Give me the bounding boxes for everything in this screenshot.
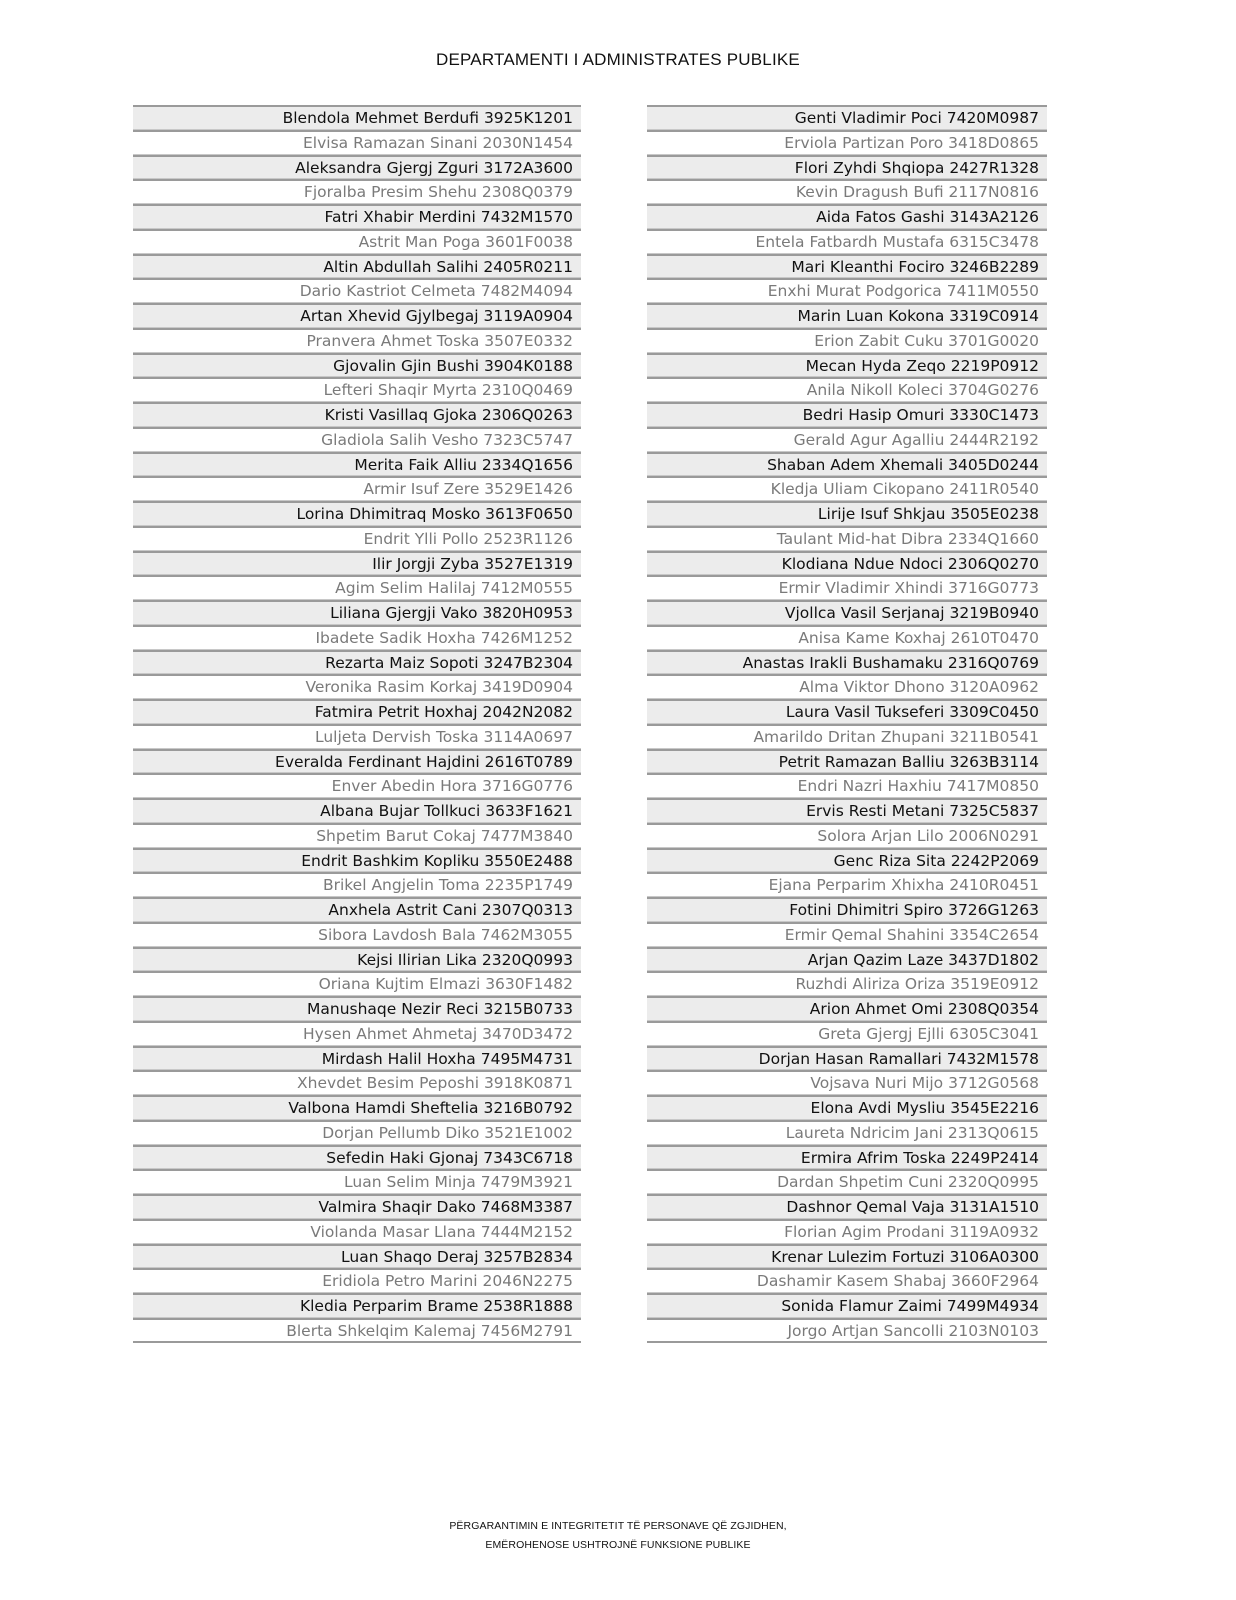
name-row: Fatmira Petrit Hoxhaj 2042N2082: [133, 699, 581, 724]
name-row: Arion Ahmet Omi 2308Q0354: [647, 996, 1047, 1021]
name-row: Manushaqe Nezir Reci 3215B0733: [133, 996, 581, 1021]
name-row: Genti Vladimir Poci 7420M0987: [647, 105, 1047, 130]
name-row: Blendola Mehmet Berdufi 3925K1201: [133, 105, 581, 130]
name-row: Sonida Flamur Zaimi 7499M4934: [647, 1293, 1047, 1318]
name-row: Aleksandra Gjergj Zguri 3172A3600: [133, 155, 581, 180]
name-row: Laureta Ndricim Jani 2313Q0615: [647, 1120, 1047, 1145]
name-row: Genc Riza Sita 2242P2069: [647, 848, 1047, 873]
name-row: Fjoralba Presim Shehu 2308Q0379: [133, 179, 581, 204]
name-row: Dorjan Hasan Ramallari 7432M1578: [647, 1046, 1047, 1071]
name-row: Ermir Qemal Shahini 3354C2654: [647, 922, 1047, 947]
name-row: Blerta Shkelqim Kalemaj 7456M2791: [133, 1318, 581, 1343]
name-row: Sibora Lavdosh Bala 7462M3055: [133, 922, 581, 947]
name-row: Dashnor Qemal Vaja 3131A1510: [647, 1194, 1047, 1219]
name-row: Rezarta Maiz Sopoti 3247B2304: [133, 650, 581, 675]
name-row: Gjovalin Gjin Bushi 3904K0188: [133, 353, 581, 378]
name-row: Ibadete Sadik Hoxha 7426M1252: [133, 625, 581, 650]
name-row: Astrit Man Poga 3601F0038: [133, 229, 581, 254]
name-row: Pranvera Ahmet Toska 3507E0332: [133, 328, 581, 353]
name-row: Xhevdet Besim Peposhi 3918K0871: [133, 1070, 581, 1095]
name-row: Ermir Vladimir Xhindi 3716G0773: [647, 575, 1047, 600]
name-row: Endrit Bashkim Kopliku 3550E2488: [133, 848, 581, 873]
name-row: Jorgo Artjan Sancolli 2103N0103: [647, 1318, 1047, 1343]
name-row: Kledja Uliam Cikopano 2411R0540: [647, 476, 1047, 501]
left-name-column: [133, 105, 581, 1343]
name-row: Liliana Gjergji Vako 3820H0953: [133, 600, 581, 625]
name-row: Artan Xhevid Gjylbegaj 3119A0904: [133, 303, 581, 328]
name-row: Dorjan Pellumb Diko 3521E1002: [133, 1120, 581, 1145]
name-row: Valmira Shaqir Dako 7468M3387: [133, 1194, 581, 1219]
name-row: Veronika Rasim Korkaj 3419D0904: [133, 674, 581, 699]
name-row: Endri Nazri Haxhiu 7417M0850: [647, 773, 1047, 798]
name-row: Anila Nikoll Koleci 3704G0276: [647, 377, 1047, 402]
name-row: Merita Faik Alliu 2334Q1656: [133, 452, 581, 477]
name-row: Solora Arjan Lilo 2006N0291: [647, 823, 1047, 848]
name-row: Fatri Xhabir Merdini 7432M1570: [133, 204, 581, 229]
name-row: Gladiola Salih Vesho 7323C5747: [133, 427, 581, 452]
name-row: Kledia Perparim Brame 2538R1888: [133, 1293, 581, 1318]
name-row: Sefedin Haki Gjonaj 7343C6718: [133, 1145, 581, 1170]
name-row: Enxhi Murat Podgorica 7411M0550: [647, 278, 1047, 303]
name-row: Albana Bujar Tollkuci 3633F1621: [133, 798, 581, 823]
name-row: Laura Vasil Tukseferi 3309C0450: [647, 699, 1047, 724]
name-row: Kevin Dragush Bufi 2117N0816: [647, 179, 1047, 204]
name-row: Elvisa Ramazan Sinani 2030N1454: [133, 130, 581, 155]
name-row: Entela Fatbardh Mustafa 6315C3478: [647, 229, 1047, 254]
name-row: Arjan Qazim Laze 3437D1802: [647, 947, 1047, 972]
name-row: Vjollca Vasil Serjanaj 3219B0940: [647, 600, 1047, 625]
name-row: Shpetim Barut Cokaj 7477M3840: [133, 823, 581, 848]
name-row: Anisa Kame Koxhaj 2610T0470: [647, 625, 1047, 650]
name-row: Enver Abedin Hora 3716G0776: [133, 773, 581, 798]
name-row: Fotini Dhimitri Spiro 3726G1263: [647, 897, 1047, 922]
name-row: Ermira Afrim Toska 2249P2414: [647, 1145, 1047, 1170]
name-row: Armir Isuf Zere 3529E1426: [133, 476, 581, 501]
name-row: Ilir Jorgji Zyba 3527E1319: [133, 551, 581, 576]
name-row: Ruzhdi Aliriza Oriza 3519E0912: [647, 971, 1047, 996]
name-row: Lirije Isuf Shkjau 3505E0238: [647, 501, 1047, 526]
name-row: Bedri Hasip Omuri 3330C1473: [647, 402, 1047, 427]
name-row: Anastas Irakli Bushamaku 2316Q0769: [647, 650, 1047, 675]
name-row: Dardan Shpetim Cuni 2320Q0995: [647, 1169, 1047, 1194]
name-row: Alma Viktor Dhono 3120A0962: [647, 674, 1047, 699]
name-row: Vojsava Nuri Mijo 3712G0568: [647, 1070, 1047, 1095]
name-row: Endrit Ylli Pollo 2523R1126: [133, 526, 581, 551]
name-row: Elona Avdi Mysliu 3545E2216: [647, 1095, 1047, 1120]
name-row: Mecan Hyda Zeqo 2219P0912: [647, 353, 1047, 378]
footer: [0, 1517, 1236, 1555]
name-row: Amarildo Dritan Zhupani 3211B0541: [647, 724, 1047, 749]
name-row: Florian Agim Prodani 3119A0932: [647, 1219, 1047, 1244]
name-row: Luan Selim Minja 7479M3921: [133, 1169, 581, 1194]
footer-line-1: PËRGARANTIMIN E INTEGRITETIT TË PERSONAVE QË ZGJIDHEN,: [449, 1520, 787, 1532]
name-row: Mari Kleanthi Fociro 3246B2289: [647, 254, 1047, 279]
name-row: Ejana Perparim Xhixha 2410R0451: [647, 872, 1047, 897]
name-row: Aida Fatos Gashi 3143A2126: [647, 204, 1047, 229]
name-row: Brikel Angjelin Toma 2235P1749: [133, 872, 581, 897]
name-row: Taulant Mid-hat Dibra 2334Q1660: [647, 526, 1047, 551]
name-row: Agim Selim Halilaj 7412M0555: [133, 575, 581, 600]
name-row: Valbona Hamdi Sheftelia 3216B0792: [133, 1095, 581, 1120]
name-row: Luljeta Dervish Toska 3114A0697: [133, 724, 581, 749]
name-row: Greta Gjergj Ejlli 6305C3041: [647, 1021, 1047, 1046]
name-row: Dashamir Kasem Shabaj 3660F2964: [647, 1268, 1047, 1293]
name-row: Gerald Agur Agalliu 2444R2192: [647, 427, 1047, 452]
name-row: Erviola Partizan Poro 3418D0865: [647, 130, 1047, 155]
name-row: Erion Zabit Cuku 3701G0020: [647, 328, 1047, 353]
footer-line-2: EMËROHENOSE USHTROJNË FUNKSIONE PUBLIKE: [485, 1539, 751, 1551]
name-row: Mirdash Halil Hoxha 7495M4731: [133, 1046, 581, 1071]
name-row: Luan Shaqo Deraj 3257B2834: [133, 1244, 581, 1269]
name-row: Hysen Ahmet Ahmetaj 3470D3472: [133, 1021, 581, 1046]
name-row: Flori Zyhdi Shqiopa 2427R1328: [647, 155, 1047, 180]
name-row: Kejsi Ilirian Lika 2320Q0993: [133, 947, 581, 972]
name-row: Violanda Masar Llana 7444M2152: [133, 1219, 581, 1244]
name-row: Shaban Adem Xhemali 3405D0244: [647, 452, 1047, 477]
name-row: Lorina Dhimitraq Mosko 3613F0650: [133, 501, 581, 526]
name-row: Anxhela Astrit Cani 2307Q0313: [133, 897, 581, 922]
name-row: Marin Luan Kokona 3319C0914: [647, 303, 1047, 328]
name-row: Dario Kastriot Celmeta 7482M4094: [133, 278, 581, 303]
right-name-column: [647, 105, 1047, 1343]
name-row: Oriana Kujtim Elmazi 3630F1482: [133, 971, 581, 996]
name-row: Altin Abdullah Salihi 2405R0211: [133, 254, 581, 279]
name-row: Ervis Resti Metani 7325C5837: [647, 798, 1047, 823]
name-row: Everalda Ferdinant Hajdini 2616T0789: [133, 749, 581, 774]
page-title: DEPARTAMENTI I ADMINISTRATES PUBLIKE: [436, 50, 800, 69]
name-row: Kristi Vasillaq Gjoka 2306Q0263: [133, 402, 581, 427]
name-row: Lefteri Shaqir Myrta 2310Q0469: [133, 377, 581, 402]
name-row: Petrit Ramazan Balliu 3263B3114: [647, 749, 1047, 774]
name-row: Eridiola Petro Marini 2046N2275: [133, 1268, 581, 1293]
name-row: Klodiana Ndue Ndoci 2306Q0270: [647, 551, 1047, 576]
name-row: Krenar Lulezim Fortuzi 3106A0300: [647, 1244, 1047, 1269]
